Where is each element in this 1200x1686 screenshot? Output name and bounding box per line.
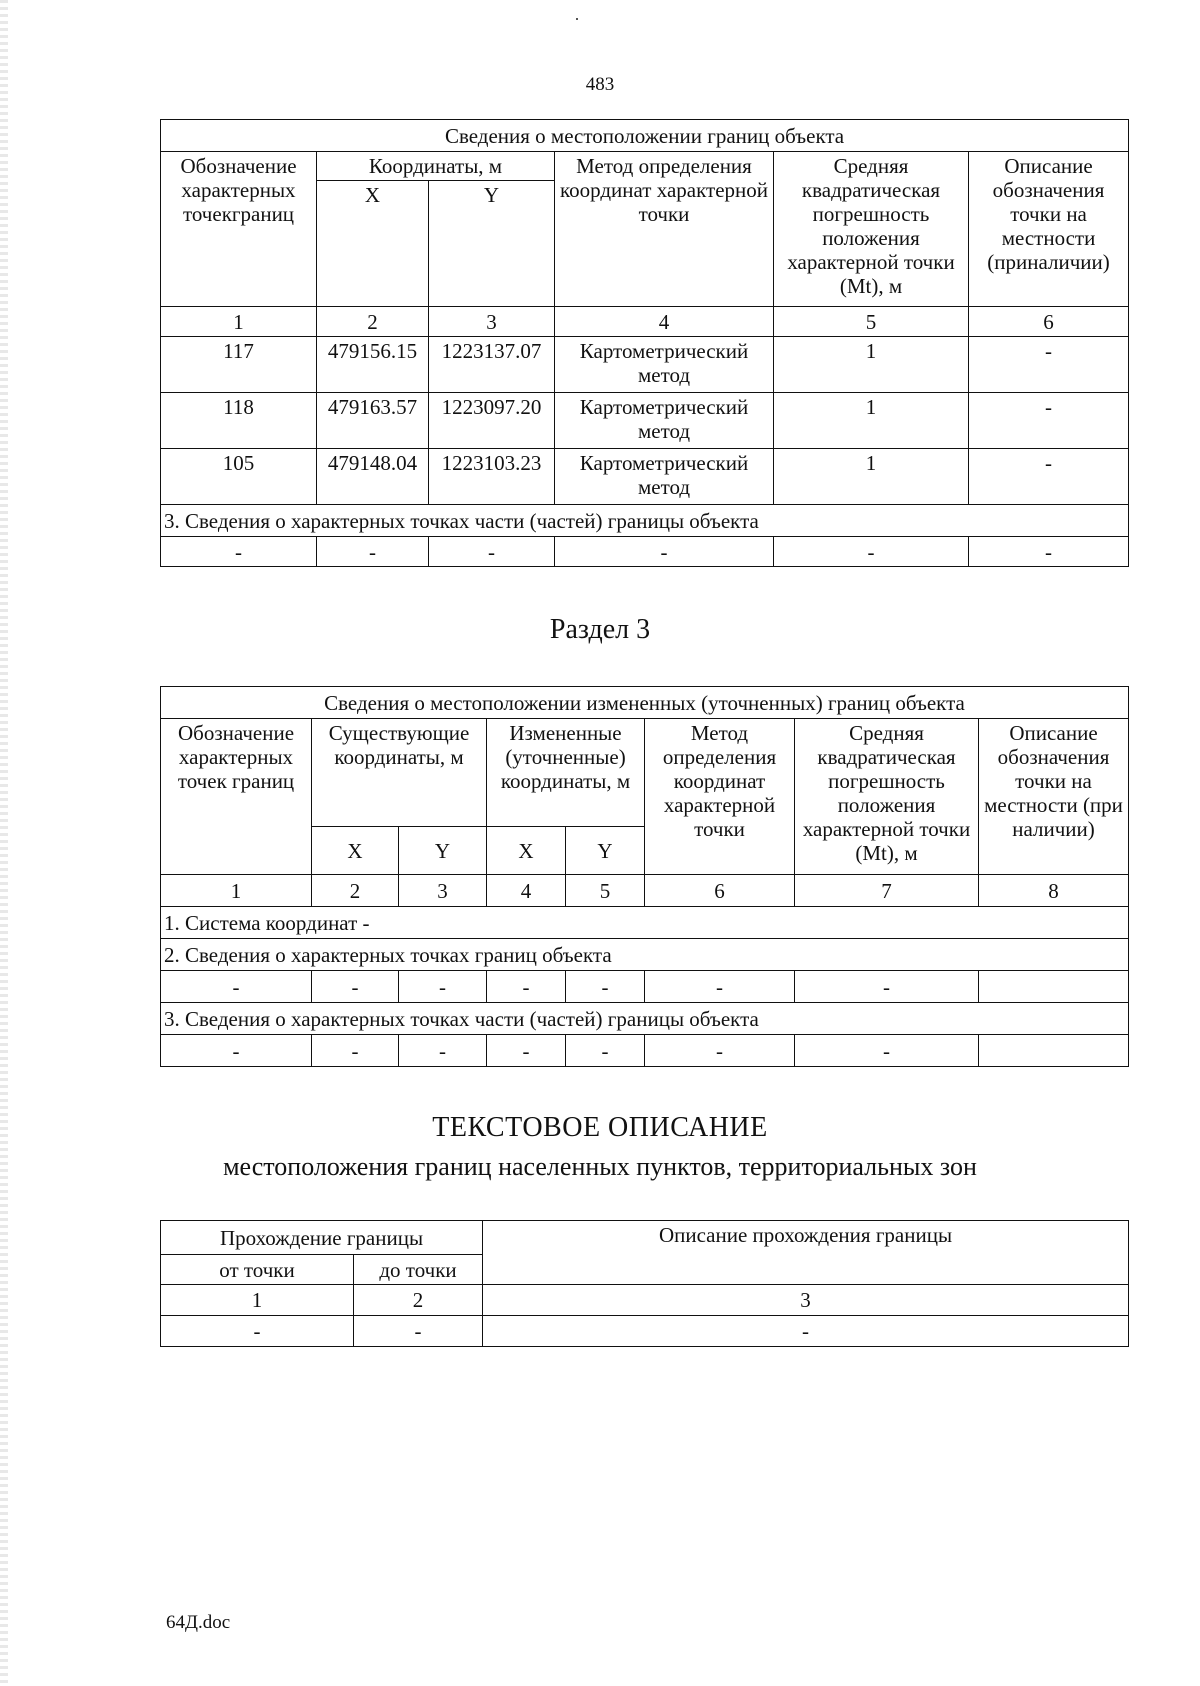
table2-section2-label: 2. Сведения о характерных точках границ объекта — [161, 939, 1129, 971]
table1-col-number: 3 — [429, 307, 555, 337]
method: Картометрический метод — [555, 449, 774, 505]
method: Картометрический метод — [555, 337, 774, 393]
table1-col-number: 4 — [555, 307, 774, 337]
empty-cell — [979, 1035, 1129, 1067]
table-row — [161, 393, 1129, 449]
table2-col-number: 4 — [487, 875, 566, 907]
empty-cell: - — [774, 537, 969, 567]
empty-cell: - — [354, 1316, 483, 1347]
empty-cell: - — [317, 537, 429, 567]
table1-header-y: Y — [429, 181, 555, 307]
empty-cell: - — [645, 1035, 795, 1067]
changed-boundary-table — [160, 686, 1129, 1067]
empty-cell: - — [312, 1035, 399, 1067]
coord-y: 1223103.23 — [429, 449, 555, 505]
empty-cell: - — [161, 971, 312, 1003]
coord-y: 1223137.07 — [429, 337, 555, 393]
table2-header-designation: Обозначение характерных точек границ — [161, 719, 312, 875]
table2-header-x1: X — [312, 827, 399, 875]
table-row — [161, 537, 1129, 567]
scan-dot — [576, 18, 578, 20]
coord-x: 479148.04 — [317, 449, 429, 505]
coord-x: 479156.15 — [317, 337, 429, 393]
table1-col-number: 1 — [161, 307, 317, 337]
empty-cell: - — [487, 971, 566, 1003]
empty-cell: - — [399, 1035, 487, 1067]
table-row — [161, 1316, 1129, 1347]
table1-col-number: 6 — [969, 307, 1129, 337]
error-value: 1 — [774, 337, 969, 393]
table2-coord-system-label: 1. Система координат - — [161, 907, 1129, 939]
table1-title: Сведения о местоположении границ объекта — [161, 120, 1129, 152]
point-id: 118 — [161, 393, 317, 449]
footer-filename: 64Д.doc — [166, 1612, 231, 1633]
error-value: 1 — [774, 449, 969, 505]
page-number: 483 — [585, 74, 615, 95]
empty-cell: - — [429, 537, 555, 567]
text-description-title: ТЕКСТОВОЕ ОПИСАНИЕ — [432, 1112, 768, 1143]
error-value: 1 — [774, 393, 969, 449]
table1-col-number: 2 — [317, 307, 429, 337]
description: - — [969, 393, 1129, 449]
boundary-location-table — [160, 119, 1129, 567]
table2-header-y2: Y — [566, 827, 645, 875]
table2-col-number: 6 — [645, 875, 795, 907]
table2-col-number: 7 — [795, 875, 979, 907]
empty-cell: - — [795, 1035, 979, 1067]
table1-header-error: Средняя квадратическая погрешность положения характерной точки (Mt), м — [774, 152, 969, 307]
empty-cell: - — [161, 1316, 354, 1347]
empty-cell: - — [645, 971, 795, 1003]
table1-header-method: Метод определения координат характерной точки — [555, 152, 774, 307]
description: - — [969, 337, 1129, 393]
table2-col-number: 5 — [566, 875, 645, 907]
table2-col-number: 2 — [312, 875, 399, 907]
method: Картометрический метод — [555, 393, 774, 449]
empty-cell: - — [161, 537, 317, 567]
table1-section3-label: 3. Сведения о характерных точках части (частей) границы объекта — [161, 505, 1129, 537]
table2-header-x2: X — [487, 827, 566, 875]
table3-col-number: 1 — [161, 1285, 354, 1316]
table2-header-existing: Существующие координаты, м — [312, 719, 487, 827]
empty-cell: - — [795, 971, 979, 1003]
scan-edge — [0, 0, 8, 1686]
table1-col-number: 5 — [774, 307, 969, 337]
table3-header-to: до точки — [354, 1255, 483, 1285]
boundary-passage-table — [160, 1220, 1129, 1347]
table3-col-number: 2 — [354, 1285, 483, 1316]
table3-header-description: Описание прохождения границы — [483, 1221, 1129, 1285]
table2-section3-label: 3. Сведения о характерных точках части (частей) границы объекта — [161, 1003, 1129, 1035]
table3-col-number: 3 — [483, 1285, 1129, 1316]
table2-header-y1: Y — [399, 827, 487, 875]
table-row — [161, 1035, 1129, 1067]
table1-header-description: Описание обозначения точки на местности (приналичии) — [969, 152, 1129, 307]
table3-header-from: от точки — [161, 1255, 354, 1285]
table2-header-description: Описание обозначения точки на местности (при наличии) — [979, 719, 1129, 875]
empty-cell: - — [399, 971, 487, 1003]
empty-cell: - — [487, 1035, 566, 1067]
table1-header-coords: Координаты, м — [317, 152, 555, 181]
table2-header-error: Средняя квадратическая погрешность положения характерной точки (Mt), м — [795, 719, 979, 875]
table-row — [161, 449, 1129, 505]
table3-header-passage: Прохождение границы — [161, 1221, 483, 1255]
empty-cell: - — [161, 1035, 312, 1067]
coord-x: 479163.57 — [317, 393, 429, 449]
table2-col-number: 3 — [399, 875, 487, 907]
table1-header-x: X — [317, 181, 429, 307]
empty-cell: - — [312, 971, 399, 1003]
table-row — [161, 971, 1129, 1003]
table2-header-method: Метод определения координат характерной точки — [645, 719, 795, 875]
section-title: Раздел 3 — [549, 614, 651, 645]
empty-cell: - — [566, 1035, 645, 1067]
table2-col-number: 1 — [161, 875, 312, 907]
description: - — [969, 449, 1129, 505]
empty-cell: - — [566, 971, 645, 1003]
empty-cell: - — [555, 537, 774, 567]
coord-y: 1223097.20 — [429, 393, 555, 449]
table2-title: Сведения о местоположении измененных (уточненных) границ объекта — [161, 687, 1129, 719]
table2-col-number: 8 — [979, 875, 1129, 907]
table2-header-changed: Измененные (уточненные) координаты, м — [487, 719, 645, 827]
table-row — [161, 337, 1129, 393]
text-description-subtitle: местоположения границ населенных пунктов, территориальных зон — [223, 1152, 977, 1181]
empty-cell: - — [969, 537, 1129, 567]
point-id: 117 — [161, 337, 317, 393]
point-id: 105 — [161, 449, 317, 505]
empty-cell: - — [483, 1316, 1129, 1347]
table1-header-designation: Обозначение характерных точекграниц — [161, 152, 317, 307]
empty-cell — [979, 971, 1129, 1003]
